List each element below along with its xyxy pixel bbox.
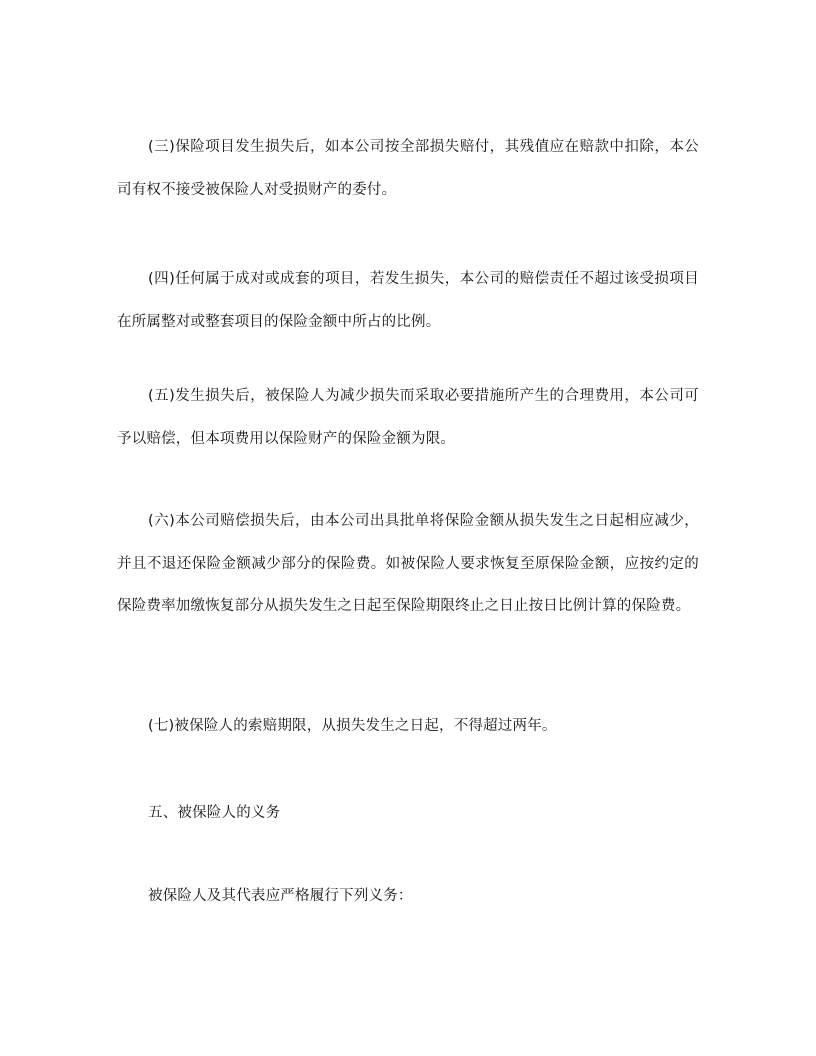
paragraph-clause-5: (五)发生损失后，被保险人为减少损失而采取必要措施所产生的合理费用，本公司可予以赔偿，但本项费用以保险财产的保险金额为限。 (117, 388, 699, 447)
paragraph-clause-4: (四)任何属于成对或成套的项目，若发生损失，本公司的赔偿责任不超过该受损项目在所属整对或整套项目的保险金额中所占的比例。 (117, 271, 699, 330)
paragraph-clause-7: (七)被保险人的索赔期限，从损失发生之日起，不得超过两年。 (148, 718, 557, 734)
paragraph-clause-6: (六)本公司赔偿损失后，由本公司出具批单将保险金额从损失发生之日起相应减少，并且不退还保险金额减少部分的保险费。如被保险人要求恢复至原保险金额，应按约定的保险费率加缴恢复部分从损失发生之日起至保险期限终止之日止按日比例计算的保险费。 (117, 513, 699, 614)
paragraph-obligations-intro: 被保险人及其代表应严格履行下列义务： (148, 888, 413, 904)
section-heading-insured-obligations: 五、被保险人的义务 (148, 805, 281, 821)
paragraph-clause-3: (三)保险项目发生损失后，如本公司按全部损失赔付，其残值应在赔款中扣除，本公司有权不接受被保险人对受损财产的委付。 (117, 139, 699, 198)
